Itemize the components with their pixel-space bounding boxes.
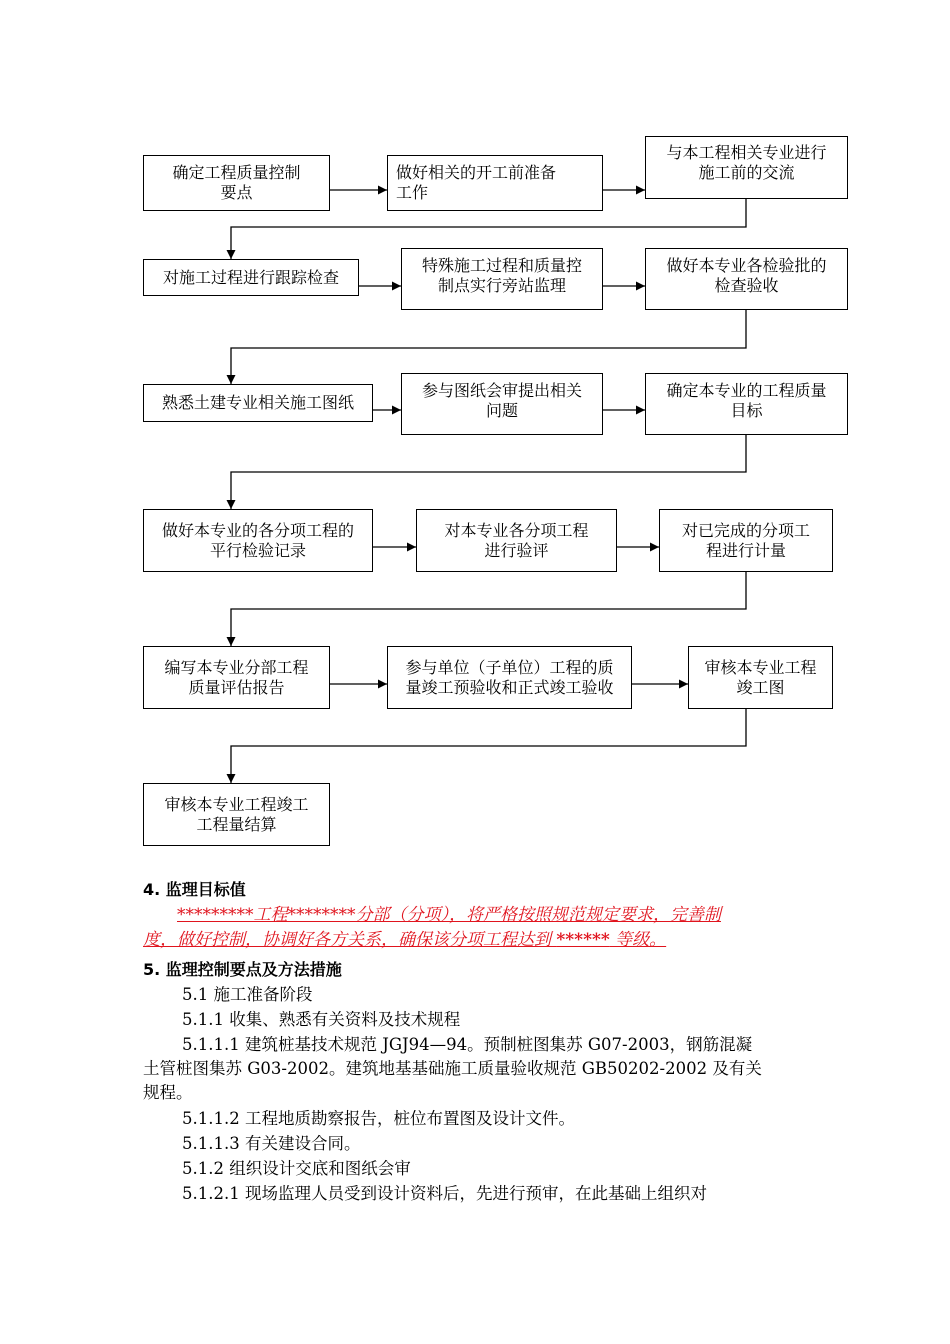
section-4-target-text: *********工程********分部（分项），将严格按照规范规定要求，完善制 度，做好控制，协调好各方关系，确保该分项工程达到 ****** 等级。 (143, 905, 721, 950)
flow-box: 参与图纸会审提出相关 问题 (401, 373, 603, 435)
flow-box: 审核本专业工程 竣工图 (688, 646, 833, 709)
paragraph: 5.1.1.3 有关建设合同。 (182, 1134, 361, 1153)
section-4-heading: 4. 监理目标值 (143, 880, 246, 899)
paragraph: 5.1.1.1 建筑桩基技术规范 JGJ94—94。预制桩图集苏 G07-2003，钢筋混凝 土管桩图集苏 G03-2002。建筑地基基础施工质量验收规范 GB50202-2002 及有关 规程。 (143, 1035, 762, 1102)
flow-box: 确定本专业的工程质量 目标 (645, 373, 848, 435)
paragraph: 5.1 施工准备阶段 (182, 985, 313, 1004)
connector (231, 435, 746, 509)
section-5-heading: 5. 监理控制要点及方法措施 (143, 960, 342, 979)
paragraph: 5.1.2 组织设计交底和图纸会审 (182, 1159, 411, 1178)
flow-box: 确定工程质量控制 要点 (143, 155, 330, 211)
connector (231, 572, 746, 646)
flow-box: 熟悉土建专业相关施工图纸 (143, 384, 373, 422)
paragraph: 5.1.1 收集、熟悉有关资料及技术规程 (182, 1010, 461, 1029)
connector (231, 709, 746, 783)
flow-box: 对已完成的分项工 程进行计量 (659, 509, 833, 572)
flow-box: 特殊施工过程和质量控 制点实行旁站监理 (401, 248, 603, 310)
flow-box: 审核本专业工程竣工 工程量结算 (143, 783, 330, 846)
flow-box: 与本工程相关专业进行 施工前的交流 (645, 136, 848, 199)
flow-box: 对本专业各分项工程 进行验评 (416, 509, 617, 572)
flow-box: 对施工过程进行跟踪检查 (143, 259, 359, 296)
paragraph: 5.1.2.1 现场监理人员受到设计资料后，先进行预审，在此基础上组织对 (182, 1184, 707, 1203)
flow-box: 编写本专业分部工程 质量评估报告 (143, 646, 330, 709)
flow-box: 做好本专业各检验批的 检查验收 (645, 248, 848, 310)
flow-box: 做好本专业的各分项工程的 平行检验记录 (143, 509, 373, 572)
paragraph: 5.1.1.2 工程地质勘察报告，桩位布置图及设计文件。 (182, 1109, 575, 1128)
flow-box: 参与单位（子单位）工程的质 量竣工预验收和正式竣工验收 (387, 646, 632, 709)
flow-box: 做好相关的开工前准备 工作 (387, 155, 603, 211)
